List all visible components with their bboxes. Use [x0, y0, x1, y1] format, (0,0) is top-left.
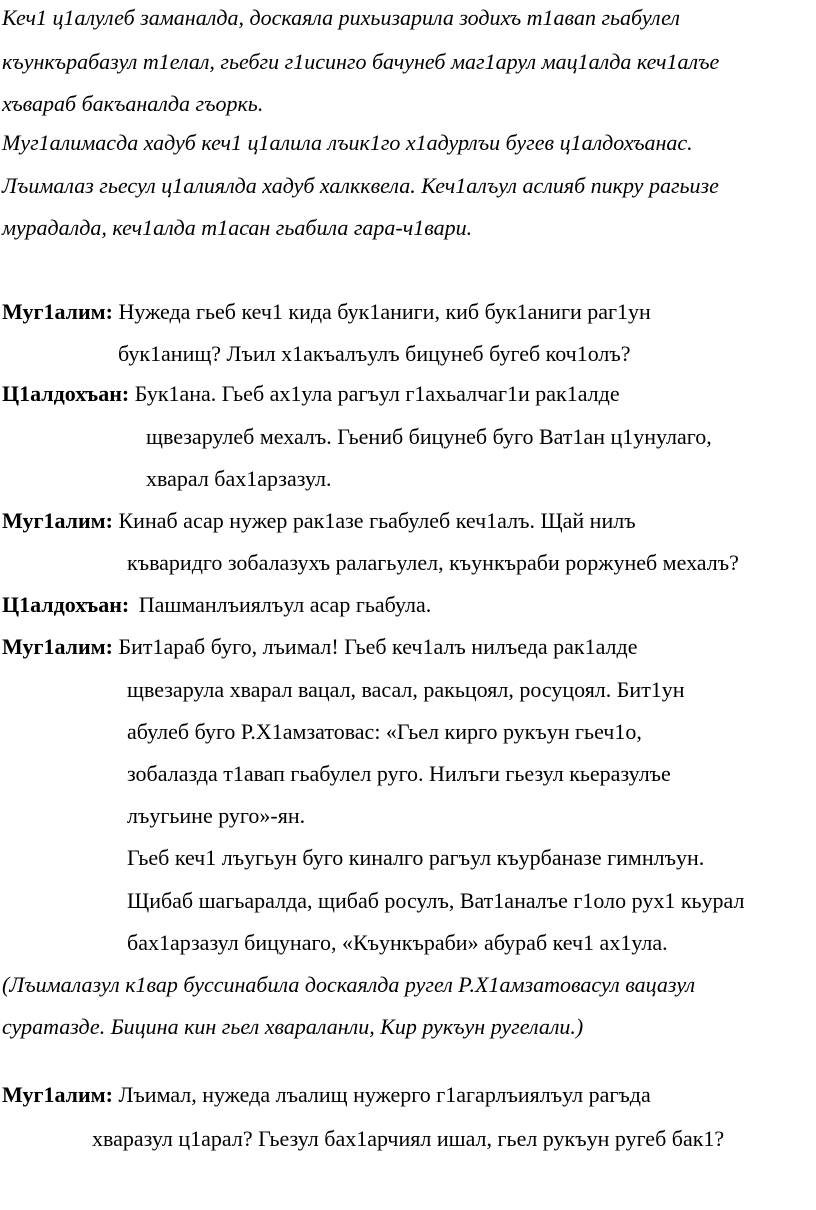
- stage-note-line: суратазде. Бицина кин гьел хвараланли, Кир рукъун ругелали.): [2, 1014, 584, 1039]
- stage-note-line: (Лъималазул к1вар буссинабила доскаялда ругел Р.Х1амзатовасул вацазул: [2, 972, 696, 997]
- intro-line: Кеч1 ц1алулеб заманалда, доскаяла рихьизарила зодихъ т1авап гьабулел: [2, 5, 680, 30]
- dialogue-continuation: хваразул ц1арал? Гьезул бах1арчиял ишал, гьел рукъун ругеб бак1?: [92, 1126, 725, 1151]
- dialogue-continuation: зобалазда т1авап гьабулел руго. Нилъги гьезул кьеразулъе: [127, 761, 671, 786]
- dialogue-text: Бит1араб буго, лъимал! Гьеб кеч1алъ нилъеда рак1алде: [118, 634, 638, 659]
- intro-line: хъвараб бакъаналда гъоркь.: [2, 91, 264, 116]
- speaker-label: Ц1алдохъан:: [2, 592, 130, 617]
- intro-line: къункърабазул т1елал, гьебги г1исинго бачунеб маг1арул мац1алда кеч1алъе: [2, 49, 720, 74]
- dialogue-continuation: щвезарула хварал вацал, васал, ракьцоял, росуцоял. Бит1ун: [127, 677, 685, 702]
- dialogue-line: [2, 508, 636, 534]
- dialogue-continuation: бук1анищ? Лъил х1акъалъулъ бицунеб бугеб коч1олъ?: [118, 341, 631, 366]
- intro-line: Лъималаз гьесул ц1алиялда хадуб халкквела. Кеч1алъул аслияб пикру рагьизе: [2, 173, 719, 198]
- dialogue-line: [2, 592, 431, 618]
- dialogue-continuation: Гьеб кеч1 лъугьун буго киналго рагъул къурбаназе гимнлъун.: [127, 845, 705, 870]
- dialogue-text: Кинаб асар нужер рак1азе гьабулеб кеч1алъ. Щай нилъ: [118, 508, 636, 533]
- dialogue-text: Нужеда гьеб кеч1 кида бук1аниги, киб бук1аниги раг1ун: [118, 299, 651, 324]
- dialogue-text: Лъимал, нужеда лъалищ нужерго г1агарлъиялъул рагъда: [118, 1082, 651, 1107]
- speaker-label: Муг1алим:: [2, 634, 113, 659]
- intro-line: мурадалда, кеч1алда т1асан гьабила гара-ч1вари.: [2, 215, 473, 240]
- dialogue-line: [2, 299, 651, 325]
- speaker-label: Муг1алим:: [2, 508, 113, 533]
- speaker-label: Муг1алим:: [2, 1082, 113, 1107]
- dialogue-text: Бук1ана. Гьеб ах1ула рагъул г1ахьалчаг1и рак1алде: [134, 381, 620, 406]
- dialogue-line: [2, 1082, 651, 1108]
- dialogue-text: Пашманлъиялъул асар гьабула.: [138, 592, 432, 617]
- dialogue-continuation: Щибаб шагьаралда, щибаб росулъ, Ват1аналъе г1оло рух1 кьурал: [127, 888, 745, 913]
- dialogue-continuation: лъугьине руго»-ян.: [127, 803, 306, 828]
- dialogue-continuation: къваридго зобалазухъ ралагьулел, къункъраби роржунеб мехалъ?: [127, 550, 739, 575]
- dialogue-continuation: абулеб буго Р.Х1амзатовас: «Гьел кирго рукъун гьеч1о,: [127, 719, 642, 744]
- dialogue-line: [2, 381, 620, 407]
- speaker-label: Муг1алим:: [2, 299, 113, 324]
- dialogue-continuation: хварал бах1арзазул.: [146, 466, 332, 491]
- dialogue-continuation: бах1арзазул бицунаго, «Къункъраби» абураб кеч1 ах1ула.: [127, 930, 668, 955]
- dialogue-continuation: щвезарулеб мехалъ. Гьениб бицунеб буго Ват1ан ц1унулаго,: [146, 424, 712, 449]
- intro-line: Муг1алимасда хадуб кеч1 ц1алила лъик1го х1адурлъи бугев ц1алдохъанас.: [2, 130, 693, 155]
- dialogue-line: [2, 634, 637, 660]
- speaker-label: Ц1алдохъан:: [2, 381, 130, 406]
